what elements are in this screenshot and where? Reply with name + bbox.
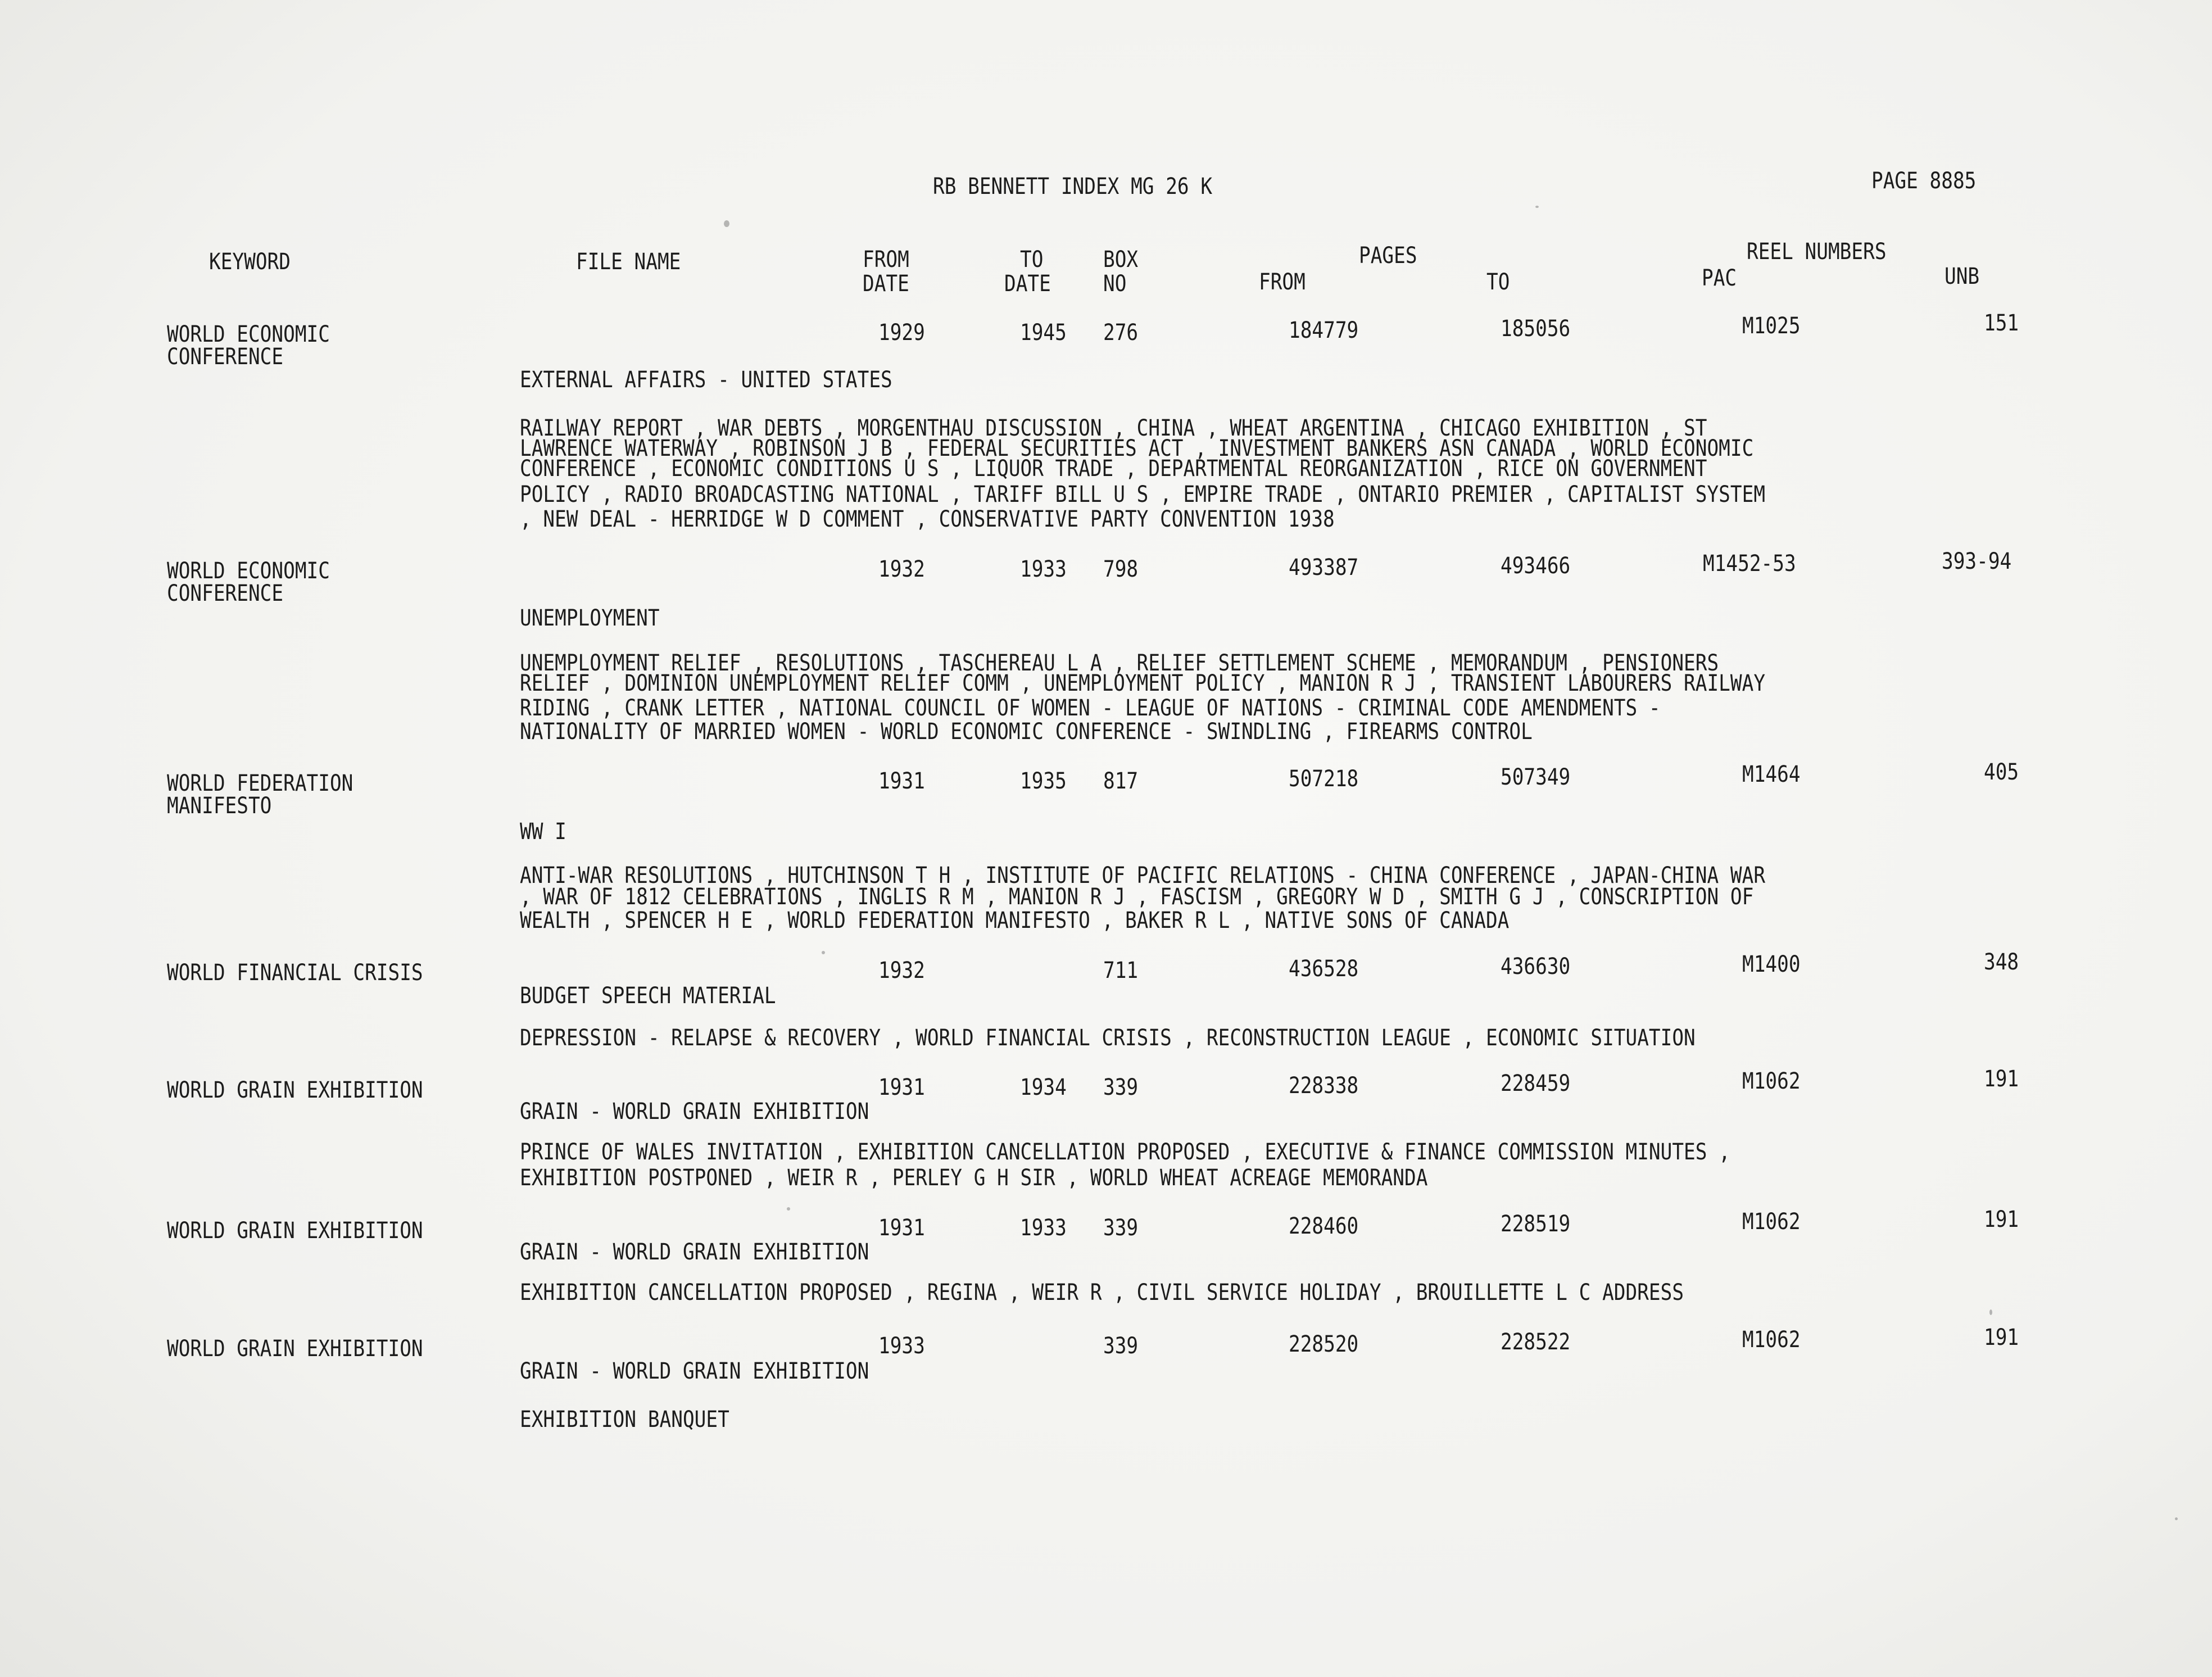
entry-box: 711	[1103, 958, 1139, 983]
scan-speck	[1535, 206, 1539, 208]
col-from-date-2: DATE	[863, 271, 909, 297]
entry-keyword: WORLD ECONOMIC	[167, 558, 330, 584]
entry-keyword: WORLD FINANCIAL CRISIS	[167, 960, 423, 986]
entry-keyword: WORLD FEDERATION	[167, 770, 353, 796]
entry-description-line: LAWRENCE WATERWAY , ROBINSON J B , FEDERAL SECURITIES ACT , INVESTMENT BANKERS ASN CANADA , WORLD ECONOMIC	[520, 436, 1754, 461]
entry-box: 276	[1103, 320, 1139, 346]
entry-file-name: GRAIN - WORLD GRAIN EXHIBITION	[520, 1099, 869, 1125]
entry-page-to: 228459	[1501, 1071, 1571, 1096]
entry-to-date: 1933	[1020, 1215, 1067, 1241]
entry-file-name: EXTERNAL AFFAIRS - UNITED STATES	[520, 367, 892, 393]
entry-page-from: 184779	[1289, 318, 1359, 343]
entry-unb: 151	[1984, 310, 2019, 336]
entry-page-from: 228338	[1289, 1073, 1359, 1099]
scan-speck	[822, 951, 825, 954]
entry-description-line: POLICY , RADIO BROADCASTING NATIONAL , TARIFF BILL U S , EMPIRE TRADE , ONTARIO PREMIER , CAPITALIST SYSTEM	[520, 482, 1766, 507]
col-reel-numbers: REEL NUMBERS	[1747, 239, 1887, 265]
entry-page-from: 228460	[1289, 1213, 1359, 1239]
entry-description-line: EXHIBITION CANCELLATION PROPOSED , REGINA , WEIR R , CIVIL SERVICE HOLIDAY , BROUILLETTE L C ADDRESS	[520, 1280, 1684, 1306]
entry-description-line: RAILWAY REPORT , WAR DEBTS , MORGENTHAU DISCUSSION , CHINA , WHEAT ARGENTINA , CHICAGO EXHIBITION , ST	[520, 415, 1707, 441]
entry-keyword: CONFERENCE	[167, 344, 284, 370]
entry-from-date: 1931	[878, 1075, 925, 1100]
entry-unb: 405	[1984, 759, 2019, 785]
entry-from-date: 1929	[878, 320, 925, 346]
col-to-date-1: TO	[1020, 247, 1044, 273]
entry-keyword: WORLD GRAIN EXHIBITION	[167, 1218, 423, 1244]
entry-description-line: , NEW DEAL - HERRIDGE W D COMMENT , CONSERVATIVE PARTY CONVENTION 1938	[520, 506, 1335, 532]
col-file-name: FILE NAME	[576, 249, 681, 275]
entry-from-date: 1932	[878, 958, 925, 983]
entry-page-to: 228519	[1501, 1211, 1571, 1237]
col-pages-from: FROM	[1259, 269, 1306, 295]
entry-description-line: CONFERENCE , ECONOMIC CONDITIONS U S , LIQUOR TRADE , DEPARTMENTAL REORGANIZATION , RICE ON GOVERNMENT	[520, 456, 1707, 482]
entry-from-date: 1933	[878, 1333, 925, 1359]
entry-description-line: NATIONALITY OF MARRIED WOMEN - WORLD ECONOMIC CONFERENCE - SWINDLING , FIREARMS CONTROL	[520, 719, 1533, 745]
entry-from-date: 1931	[878, 768, 925, 794]
entry-box: 798	[1103, 556, 1139, 582]
entry-description-line: DEPRESSION - RELAPSE & RECOVERY , WORLD FINANCIAL CRISIS , RECONSTRUCTION LEAGUE , ECONOMIC SITUATION	[520, 1025, 1696, 1051]
entry-from-date: 1932	[878, 556, 925, 582]
entry-page-from: 228520	[1289, 1331, 1359, 1357]
entry-page-to: 185056	[1501, 316, 1571, 342]
col-pages: PAGES	[1359, 243, 1417, 269]
entry-description-line: UNEMPLOYMENT RELIEF , RESOLUTIONS , TASCHEREAU L A , RELIEF SETTLEMENT SCHEME , MEMORANDUM , PENSIONERS	[520, 650, 1719, 676]
entry-description-line: PRINCE OF WALES INVITATION , EXHIBITION CANCELLATION PROPOSED , EXECUTIVE & FINANCE COMMISSION MINUTES ,	[520, 1139, 1730, 1165]
entry-box: 339	[1103, 1333, 1139, 1359]
entry-file-name: WW I	[520, 819, 566, 845]
entry-keyword: WORLD ECONOMIC	[167, 321, 330, 347]
entry-page-to: 436630	[1501, 954, 1571, 980]
entry-box: 339	[1103, 1215, 1139, 1241]
page-number: PAGE 8885	[1871, 168, 1977, 194]
entry-to-date: 1945	[1020, 320, 1067, 346]
entry-unb: 191	[1984, 1207, 2019, 1232]
col-keyword: KEYWORD	[209, 249, 291, 275]
entry-page-to: 228522	[1501, 1329, 1571, 1355]
entry-to-date: 1933	[1020, 556, 1067, 582]
scan-speck	[724, 220, 729, 227]
entry-description-line: WEALTH , SPENCER H E , WORLD FEDERATION MANIFESTO , BAKER R L , NATIVE SONS OF CANADA	[520, 908, 1510, 933]
entry-pac: M1062	[1742, 1068, 1801, 1094]
col-from-date-1: FROM	[863, 247, 909, 273]
entry-description-line: , WAR OF 1812 CELEBRATIONS , INGLIS R M , MANION R J , FASCISM , GREGORY W D , SMITH G J , CONSCRIPTION OF	[520, 884, 1754, 910]
entry-unb: 393-94	[1942, 549, 2012, 574]
entry-page-from: 507218	[1289, 766, 1359, 792]
entry-to-date: 1935	[1020, 768, 1067, 794]
entry-keyword: WORLD GRAIN EXHIBITION	[167, 1336, 423, 1362]
col-to-date-2: DATE	[1004, 271, 1051, 297]
entry-page-from: 493387	[1289, 555, 1359, 581]
entry-pac: M1025	[1742, 313, 1801, 339]
entry-unb: 191	[1984, 1325, 2019, 1350]
entry-pac: M1062	[1742, 1327, 1801, 1353]
entry-description-line: RIDING , CRANK LETTER , NATIONAL COUNCIL OF WOMEN - LEAGUE OF NATIONS - CRIMINAL CODE AMENDMENTS -	[520, 695, 1661, 721]
col-box-no-1: BOX	[1103, 247, 1139, 273]
entry-unb: 348	[1984, 949, 2019, 975]
entry-to-date: 1934	[1020, 1075, 1067, 1100]
entry-description-line: EXHIBITION POSTPONED , WEIR R , PERLEY G H SIR , WORLD WHEAT ACREAGE MEMORANDA	[520, 1165, 1428, 1191]
col-pac: PAC	[1702, 265, 1737, 291]
scan-speck	[787, 1207, 790, 1211]
entry-file-name: UNEMPLOYMENT	[520, 605, 660, 631]
entry-page-to: 507349	[1501, 764, 1571, 790]
entry-description-line: RELIEF , DOMINION UNEMPLOYMENT RELIEF COMM , UNEMPLOYMENT POLICY , MANION R J , TRANSIENT LABOURERS RAILWAY	[520, 670, 1766, 696]
entry-box: 817	[1103, 768, 1139, 794]
entry-description-line: ANTI-WAR RESOLUTIONS , HUTCHINSON T H , INSTITUTE OF PACIFIC RELATIONS - CHINA CONFERENCE , JAPAN-CHINA WAR	[520, 863, 1766, 889]
scan-speck	[1989, 1309, 1992, 1315]
col-pages-to: TO	[1486, 269, 1510, 295]
entry-pac: M1400	[1742, 951, 1801, 977]
entry-file-name: GRAIN - WORLD GRAIN EXHIBITION	[520, 1358, 869, 1384]
entry-from-date: 1931	[878, 1215, 925, 1241]
entry-box: 339	[1103, 1075, 1139, 1100]
entry-page-from: 436528	[1289, 956, 1359, 982]
entry-unb: 191	[1984, 1066, 2019, 1092]
entry-pac: M1464	[1742, 762, 1801, 787]
entry-keyword: CONFERENCE	[167, 581, 284, 606]
index-title: RB BENNETT INDEX MG 26 K	[933, 174, 1213, 200]
entry-page-to: 493466	[1501, 553, 1571, 579]
entry-pac: M1452-53	[1703, 551, 1796, 577]
entry-description-line: EXHIBITION BANQUET	[520, 1407, 729, 1433]
col-box-no-2: NO	[1103, 271, 1127, 297]
entry-keyword: WORLD GRAIN EXHIBITION	[167, 1077, 423, 1103]
entry-file-name: GRAIN - WORLD GRAIN EXHIBITION	[520, 1239, 869, 1265]
entry-file-name: BUDGET SPEECH MATERIAL	[520, 983, 776, 1009]
scan-speck	[2175, 1517, 2178, 1520]
col-unb: UNB	[1944, 264, 1980, 289]
entry-pac: M1062	[1742, 1209, 1801, 1235]
entry-keyword: MANIFESTO	[167, 793, 272, 819]
